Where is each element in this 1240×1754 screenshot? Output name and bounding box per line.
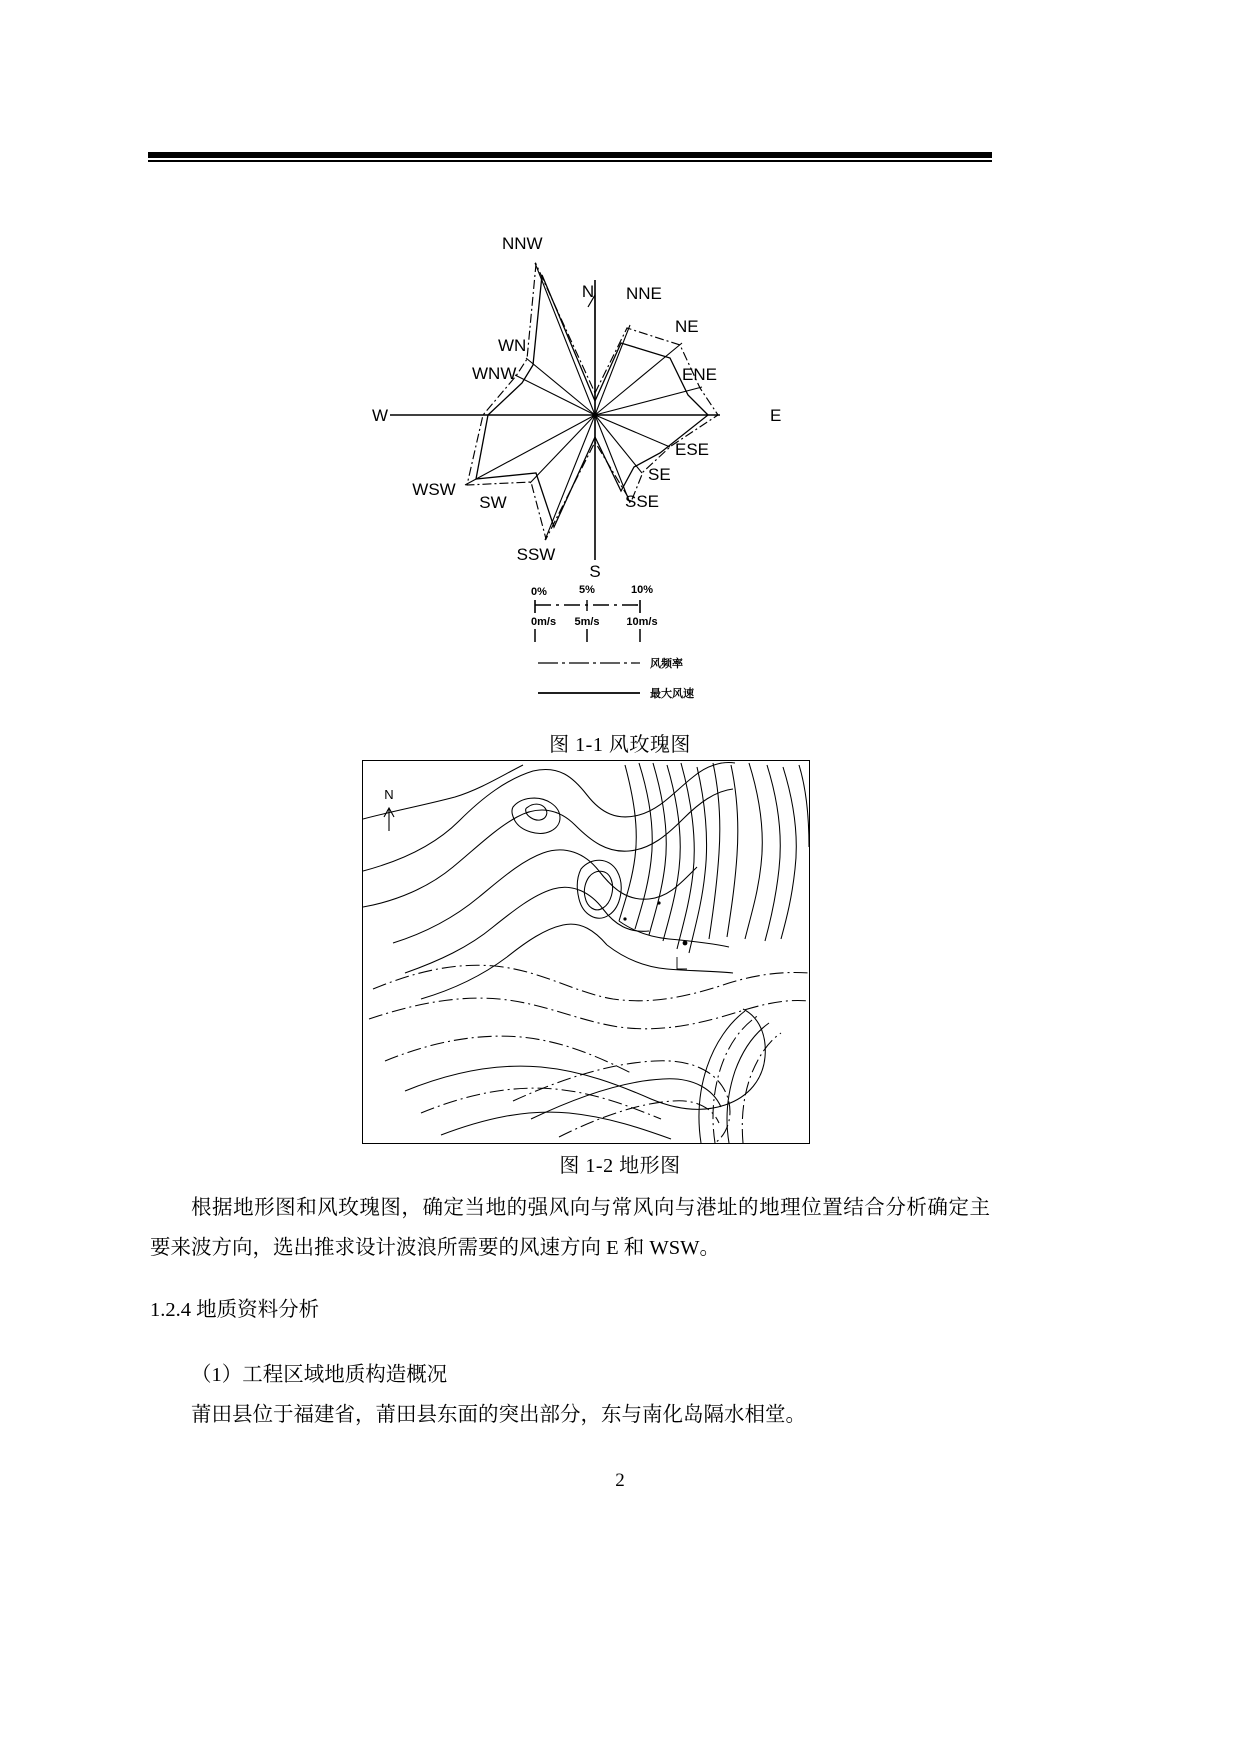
rose-label-n: N	[581, 282, 595, 301]
scale-spd-0: 0m/s	[531, 616, 557, 628]
figure-wind-rose	[330, 215, 870, 715]
rose-label-se: SE	[648, 465, 671, 484]
rose-label-sw: SW	[479, 493, 507, 512]
header-rule	[148, 152, 992, 162]
heading-1-2-4: 1.2.4 地质资料分析	[150, 1299, 320, 1321]
paragraph-geology-subheading: （1）工程区域地质构造概况	[191, 1364, 448, 1386]
wind-rose-axes	[390, 280, 720, 560]
rose-label-w: W	[371, 406, 388, 425]
rose-label-ne: NE	[675, 317, 699, 336]
header-rule-thin	[148, 160, 992, 162]
rose-label-sse: SSE	[625, 492, 660, 511]
rose-label-s: S	[589, 562, 601, 581]
wind-rose-maxspeed-polygon	[476, 275, 708, 527]
rose-label-wn: WN	[498, 336, 527, 355]
rose-label-ssw: SSW	[516, 545, 556, 564]
wind-rose-center	[592, 412, 598, 418]
page-number: 2	[615, 1470, 625, 1491]
paragraph-wind-direction: 根据地形图和风玫瑰图，确定当地的强风向与常风向与港址的地理位置结合分析确定主要来波方向，选出推求设计波浪所需要的风速方向 E 和 WSW。	[150, 1197, 990, 1259]
map-north-label: N	[384, 787, 394, 802]
scale-pct-5: 5%	[579, 584, 595, 596]
scale-pct-10: 10%	[630, 584, 654, 596]
rose-label-wnw: WNW	[472, 364, 517, 383]
rose-label-ene: ENE	[682, 365, 717, 384]
rose-label-nne: NNE	[626, 284, 662, 303]
rose-label-nnw: NNW	[502, 234, 543, 253]
scale-pct-0: 0%	[531, 586, 547, 598]
figure-1-1-caption: 图 1-1 风玫瑰图	[549, 734, 691, 756]
figure-topographic-map	[362, 760, 810, 1144]
legend-label-maxspeed: 最大风速	[650, 688, 694, 700]
wind-rose-legend	[538, 663, 640, 693]
paragraph-putian-location: 莆田县位于福建省，莆田县东面的突出部分，东与南化岛隔水相堂。	[191, 1404, 806, 1426]
figure-1-2-caption: 图 1-2 地形图	[559, 1155, 681, 1177]
rose-label-wsw: WSW	[412, 480, 456, 499]
scale-spd-10: 10m/s	[626, 616, 658, 628]
scale-spd-5: 5m/s	[574, 616, 600, 628]
rose-label-ese: ESE	[675, 440, 710, 459]
rose-label-e: E	[770, 406, 782, 425]
legend-label-frequency: 风频率	[650, 658, 683, 670]
